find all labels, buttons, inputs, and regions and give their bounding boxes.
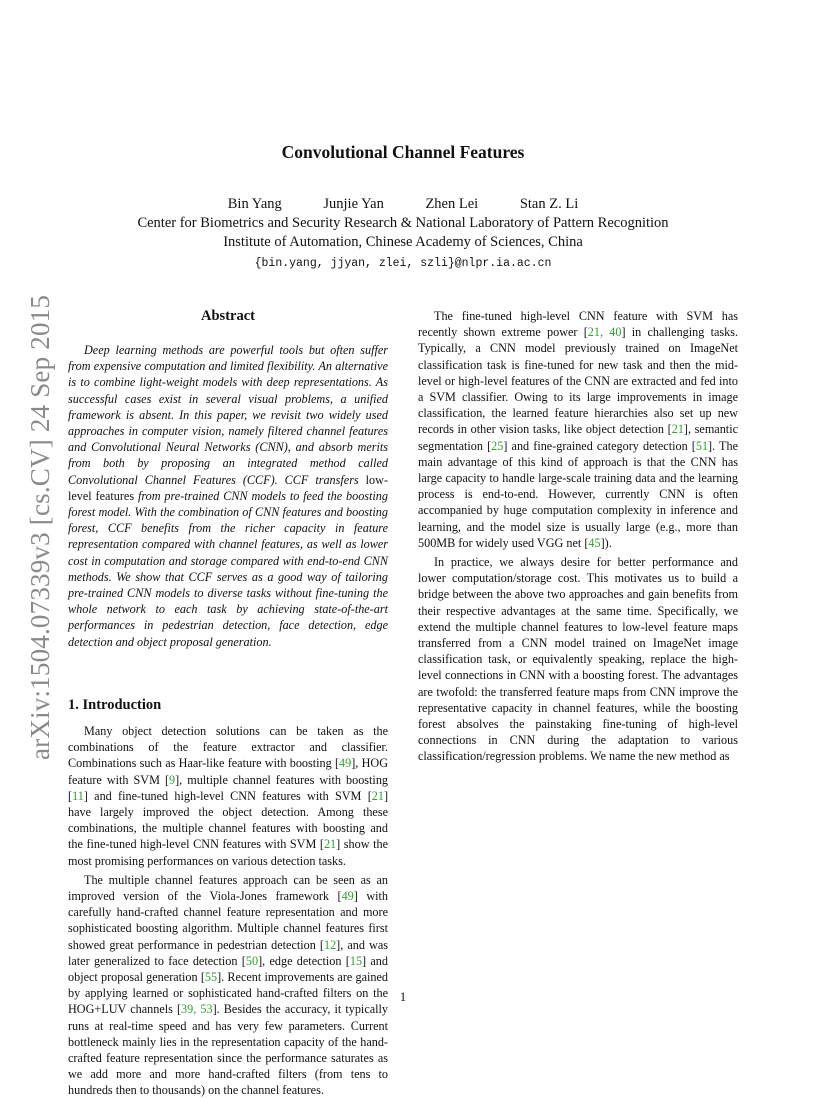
right-column: [418, 308, 738, 765]
citation-link[interactable]: 9: [169, 772, 176, 787]
intro-paragraph-4: In practice, we always desire for better performance and lower computation/storage cost. This motivates us to build a bridge between the above two approaches and gain benefits from their respective advantages at the same time. Specifically, we extend the multiple channel features to low-level feature maps transferred from a CNN model trained on ImageNet image classification task, or equivalently speaking, replace the high-level connections in CNN with a boosting forest. The advantages are twofold: the transferred feature maps from CNN improve the representative capacity in channel features, while the boosting forest absolves the painstaking fine-tuning of high-level connections in CNN during the adaptation to various classification/regression problems. We name the new method as: [418, 555, 738, 764]
author-name: Zhen Lei: [425, 196, 479, 212]
citation-link[interactable]: 21, 40: [587, 325, 622, 340]
citation-link[interactable]: 21: [671, 422, 684, 437]
affiliation-line-2: Institute of Automation, Chinese Academy of Sciences, China: [223, 234, 583, 250]
citation-link[interactable]: 15: [349, 953, 363, 968]
citation-link[interactable]: 25: [491, 438, 504, 453]
citation-link[interactable]: 21: [323, 837, 337, 852]
abstract-text-upright: low-level features: [68, 472, 388, 503]
citation-link[interactable]: 50: [245, 953, 259, 968]
citation-link[interactable]: 11: [72, 788, 84, 803]
author-emails: {bin.yang, jjyan, zlei, szli}@nlpr.ia.ac.cn: [254, 257, 552, 270]
author-name: Junjie Yan: [323, 196, 384, 212]
citation-link[interactable]: 49: [339, 756, 352, 771]
author-list: [0, 196, 806, 213]
abstract-text: Deep learning methods are powerful tools but often suffer from expensive computation and limited flexibility. An alternative is to combine light-weight models with deep representations. As successful cases exist in several visual problems, a unified framework is absent. In this paper, we revisit two widely used approaches in computer vision, namely filtered channel features and Convolutional Neural Networks (CNN), and absorb merits from both by proposing an integrated method called Convolutional Channel Features (CCF). CCF transfers: [68, 343, 388, 487]
intro-paragraph-1: Many object detection solutions can be taken as the combinations of the feature extractor and classifier. Combinations such as Haar-like feature with boosting [49], HOG feature with SVM [9], multiple channel features with boosting [11] and fine-tuned high-level CNN features with SVM [21] have largely improved the object detection. Among these combinations, the multiple channel features with boosting and the fine-tuned high-level CNN features with SVM [21] show the most promising performances on various detection tasks.: [68, 724, 389, 868]
author-name: Bin Yang: [227, 196, 282, 212]
left-column-intro: [68, 723, 388, 1099]
intro-paragraph-2-start: The multiple channel features approach can be seen as an improved version of the Viola-Jones framework [49] with carefully hand-crafted channel feature representation and more sophisticated boosting algorithm. Multiple channel features first showed great performance in pedestrian detection [12], and was later generalized to face detection [50], edge detection [15] and object proposal generation [55]. Recent improvements are gained by applying learned or sophisticated hand-crafted filters on the HOG+LUV channels [39, 53]. Besides the accuracy, it typically runs at real-time speed and has very few parameters. Current bottleneck mainly lies in the representation capacity of the hand-crafted feature representation since the performance saturates as we add more and more hand-crafted filters (from tens to hundreds then to thousands) on the channel features.: [68, 872, 389, 1098]
citation-link[interactable]: 39, 53: [181, 1002, 213, 1017]
author-name: Stan Z. Li: [519, 196, 579, 212]
abstract-body: [68, 342, 388, 650]
section-heading-introduction: 1. Introduction: [68, 697, 162, 713]
citation-link[interactable]: 55: [204, 970, 218, 985]
intro-paragraph-3: The fine-tuned high-level CNN feature with SVM has recently shown extreme power [21, 40] in challenging tasks. Typically, a CNN model previously trained on ImageNet classification task is fine-tuned for new task and then the mid-level or high-level features of the CNN are extracted and fed into a SVM classifier. Owing to its large improvements in image classification, the learned feature hierarchies also set up new records in other vision tasks, like object detection [21], semantic segmentation [25] and fine-grained category detection [51]. The main advantage of this kind of approach is that the CNN has large capacity to handle large-scale training data and the learning process is end-to-end. However, currently CNN is often accompanied by huge computation complexity in inference and learning, and the model size is usually large (e.g., more than 500MB for widely used VGG net [45]).: [418, 309, 739, 550]
abstract-text: from pre-trained CNN models to feed the boosting forest model. With the combination of CNN features and boosting forest, CCF benefits from the richer capacity in feature representation compared with channel features, as well as lower cost in computation and storage compared with end-to-end CNN methods. We show that CCF serves as a good way of tailoring pre-trained CNN models to diverse tasks without fine-tuning the whole network to each task by achieving state-of-the-art performances in pedestrian detection, face detection, edge detection and object proposal generation.: [68, 488, 388, 649]
abstract-heading: Abstract: [201, 308, 255, 324]
citation-link[interactable]: 51: [695, 438, 709, 453]
page-number: 1: [399, 990, 407, 1004]
affiliation-line-1: Center for Biometrics and Security Research & National Laboratory of Pattern Recognition: [137, 215, 669, 231]
paper-title: Convolutional Channel Features: [281, 142, 525, 162]
citation-link[interactable]: 45: [588, 535, 601, 550]
citation-link[interactable]: 49: [341, 889, 354, 904]
arxiv-stamp: arXiv:1504.07339v3 [cs.CV] 24 Sep 2015: [25, 294, 55, 760]
citation-link[interactable]: 21: [371, 788, 384, 803]
citation-link[interactable]: 12: [323, 937, 337, 952]
